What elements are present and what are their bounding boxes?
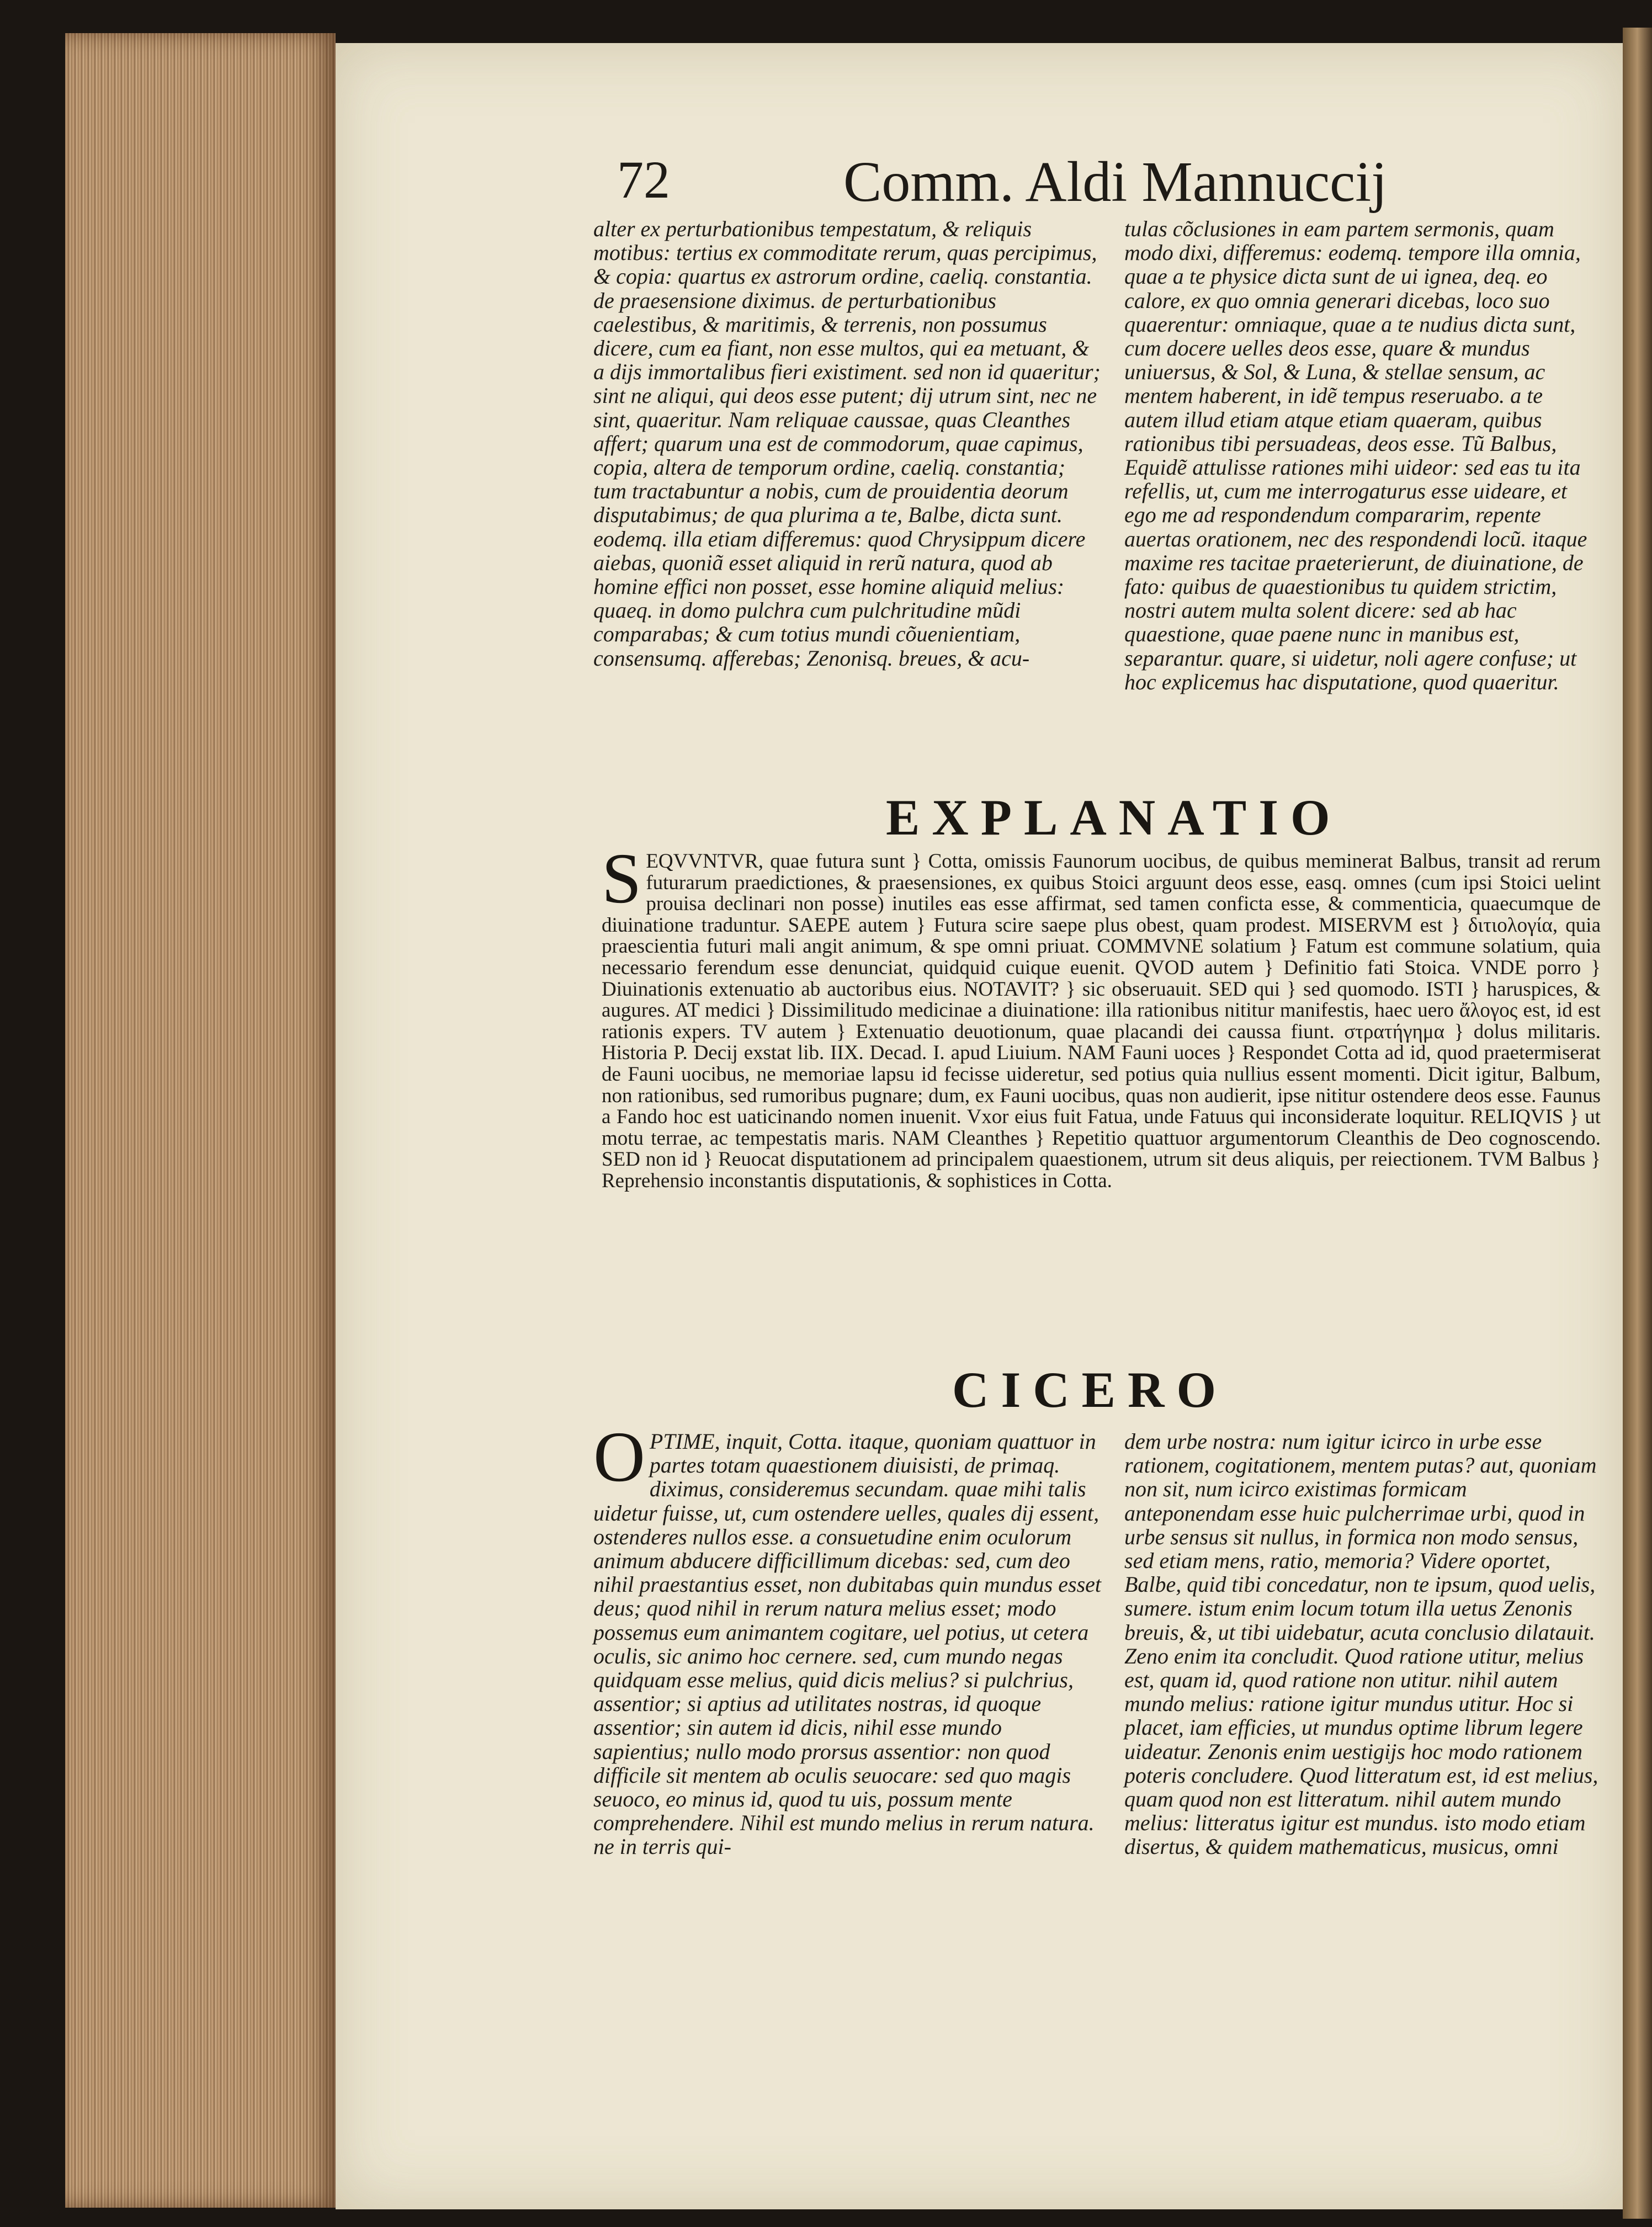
cicero-left-body: PTIME, inquit, Cotta. itaque, quoniam quattuor in partes totam quaestionem diuisisti, de primaq. diximus, consideremus secundam. quae mihi talis uidetur fuisse, ut, cum ostendere uelles, quales dij essent, ostenderes nullos esse. a consuetudine enim oculorum animum abducere difficillimum dicebas: sed, cum deo nihil praestantius esset, non dubitabas quin mundus esset deus; quod nihil in rerum natura melius esset; modo possemus eum animantem cogitare, uel potius, ut cetera oculis, sic animo hoc cernere. sed, cum mundo negas quidquam esse melius, quid dicis melius? si pulchrius, assentior; si aptius ad utilitates nostras, id quoque assentior; sin autem id dicis, nihil esse mundo sapientius; nullo modo prorsus assentior: non quod difficile sit mentem ab oculis seuocare: sed quo magis seuoco, eo minus id, quod tu uis, possum mente comprehendere. Nihil est mundo melius in rerum natura. ne in terris qui- <box>593 1429 1101 1859</box>
running-title: Comm. Aldi Mannuccij <box>843 150 1388 214</box>
page-fore-edge <box>65 33 336 2208</box>
cicero-text-left-column: alter ex perturbationibus tempestatum, & reliquis motibus: tertius ex commoditate rerum, quas percipimus, & copia: quartus ex astrorum ordine, caeliq. constantia. de praesensione diximus. de perturbationibus caelestibus, & maritimis, & terrenis, non possumus dicere, cum ea fiant, non esse multos, qui ea metuant, & a dijs immortalibus fieri existiment. sed non id quaeritur; sint ne aliqui, qui deos esse putent; dij utrum sint, nec ne sint, quaeritur. Nam reliquae caussae, quas Cleanthes affert; quarum una est de commodorum, quae capimus, copia, altera de temporum ordine, caeliq. constantia; tum tractabuntur a nobis, cum de prouidentia deorum disputabimus; de qua plurima a te, Balbe, dicta sunt. eodemq. illa etiam differemus: quod Chrysippum dicere aiebas, quoniã esset aliquid in rerũ natura, quod ab homine effici non posset, esse homine aliquid melius: quaeq. in domo pulchra cum pulchritudine mũdi comparabas; & cum totius mundi cõuenientiam, consensumq. afferebas; Zenonisq. breues, & acu- <box>593 216 1101 671</box>
commentary-drop-cap: S <box>602 839 642 918</box>
cicero-text-right-column: tulas cõclusiones in eam partem sermonis, quam modo dixi, differemus: eodemq. tempore illa omnia, quae a te physice dicta sunt de ui ignea, deq. eo calore, ex quo omnia generari dicebas, loco suo quaerentur: omniaque, quae a te nudius dicta sunt, cum docere uelles deos esse, quare & mundus uniuersus, & Sol, & Luna, & stellae sensum, ac mentem haberent, in idẽ tempus reseruabo. a te autem illud etiam atque etiam quaeram, quibus rationibus tibi persuadeas, deos esse. Tũ Balbus, Equidẽ attulisse rationes mihi uideor: sed eas tu ita refellis, ut, cum me interrogaturus esse uideare, et ego me ad respondendum compararim, repente auertas orationem, nec des respondendi locũ. itaque maxime res tacitae praeterierunt, de diuinatione, de fato: quibus de quaestionibus tu quidem strictim, nostri autem multa solent dicere: sed ab hac quaestione, quae paene nunc in manibus est, separantur. quare, si uidetur, noli agere confuse; ut hoc explicemus hac disputatione, quod quaeritur. <box>1124 216 1587 694</box>
cicero-text-right-column-2: dem urbe nostra: num igitur icirco in urbe esse rationem, cogitationem, mentem putas? aut, quoniam non sit, num icirco existimas formicam anteponendam esse huic pulcherrimae urbi, quod in urbe sensus sit nullus, in formica non modo sensus, sed etiam mens, ratio, memoria? Videre oportet, Balbe, quid tibi concedatur, non te ipsum, quod uelis, sumere. istum enim locum totum illa uetus Zenonis breuis, &, ut tibi uidebatur, acuta conclusio dilatauit. Zeno enim ita concludit. Quod ratione utitur, melius est, quam id, quod ratione non utitur. nihil autem mundo melius: ratione igitur mundus utitur. Hoc si placet, iam efficies, ut mundus optime librum legere uideatur. Zenonis enim uestigijs hoc modo rationem poteris concludere. Quod litteratum est, id est melius, quam quod non est litteratum. nihil autem mundo melius: litteratus igitur est mundus. isto modo etiam disertus, & quidem mathematicus, musicus, omni <box>1124 1429 1598 1859</box>
explanatio-heading: EXPLANATIO <box>886 789 1342 846</box>
commentary-body: EQVVNTVR, quae futura sunt } Cotta, omissis Faunorum uocibus, de quibus meminerat Balbus, transit ad rerum futurarum praedictiones, & praesensiones, ex quibus Stoici arguunt deos esse, easq. omnes (cum ipsi Stoici uelint prouisa declinari non posse) inutiles eas esse affirmat, sed tamen conficta esse, & commenticia, quaecumque de diuinatione traduntur. SAEPE autem } Futura scire saepe plus obest, quam prodest. MISERVM est } διτιολογία, quia praescientia futuri mali angit animum, & spe omni priuat. COMMVNE solatium } Fatum est commune solatium, quia necessario ferendum esse denunciat, quidquid cuique euenit. QVOD autem } Definitio fati Stoica. VNDE porro } Diuinationis extenuatio ab auctoribus eius. NOTAVIT? } sic obseruauit. SED qui } sed quomodo. ISTI } haruspices, & augures. AT medici } Dissimilitudo medicinae a diuinatione: illa rationibus nititur manifestis, haec uero ἄλογος est, id est rationis expers. TV autem } Extenuatio deuotionum, quae placandi dei caussa fiunt. στρατήγημα } dolus militaris. Historia P. Decij exstat lib. IIX. Decad. I. apud Liuium. NAM Fauni uoces } Respondet Cotta ad id, quod praetermiserat de Fauni uocibus, ne memoriae lapsu id fecisse uideretur, sed potius quia nullius essent momenti. Dicit igitur, Balbum, non rationibus, sed rumoribus pugnare; dum, ex Fauni uocibus, quas non audierit, ipse nititur ostendere deos esse. Faunus a Fando hoc est uaticinando nomen inuenit. Vxor eius fuit Fatua, unde Fatuus qui inconsiderate loquitur. RELIQVIS } ut motu terrae, ac tempestatis maris. NAM Cleanthes } Repetitio quattuor argumentorum Cleanthis de Deo cognoscendo. SED non id } Reuocat disputationem ad principalem quaestionem, utrum sit deus aliquis, per reiectionem. TVM Balbus } Reprehensio inconstantis disputationis, & sophistices in Cotta. <box>602 850 1601 1192</box>
cicero-drop-cap: O <box>593 1417 645 1497</box>
explanatio-commentary <box>602 839 1601 1192</box>
page-number: 72 <box>617 150 670 209</box>
cicero-text-left-column-2 <box>593 1417 1101 1859</box>
cicero-heading: CICERO <box>952 1362 1229 1418</box>
facing-page-edge <box>1623 28 1652 2219</box>
page-header <box>617 149 1555 221</box>
